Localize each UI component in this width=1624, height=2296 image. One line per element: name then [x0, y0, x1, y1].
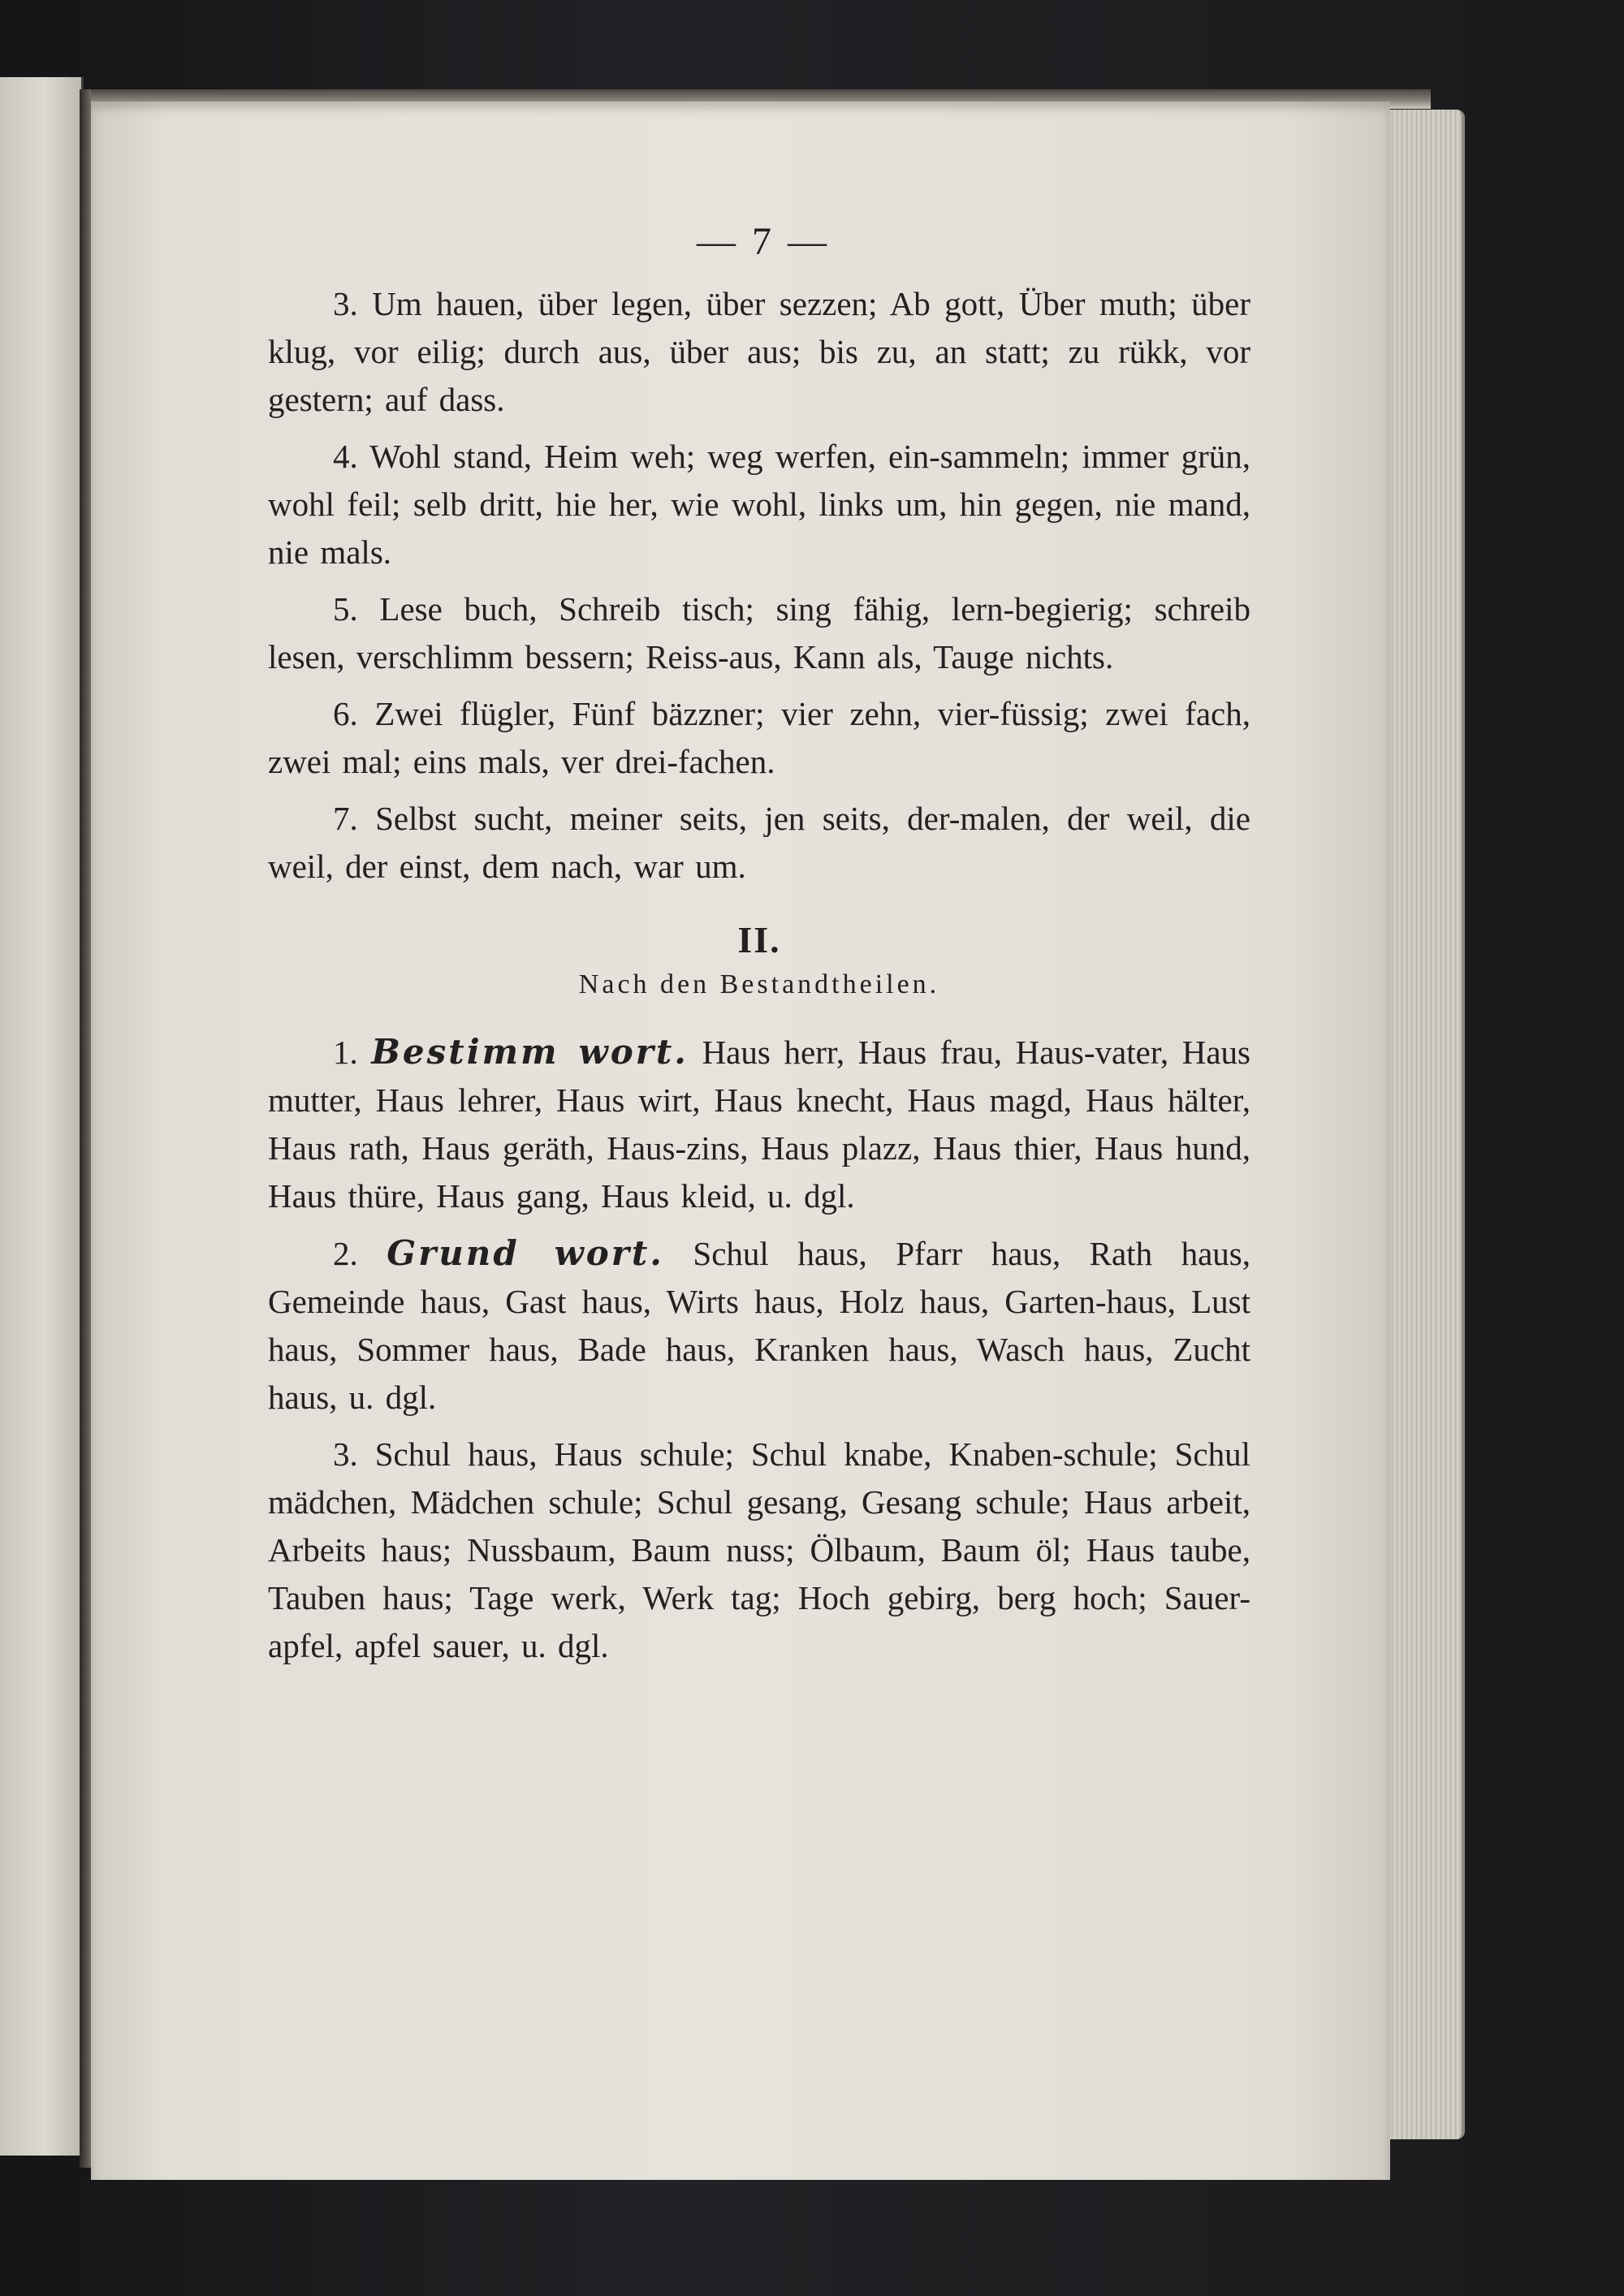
item-number: 1. [333, 1034, 358, 1071]
paragraph-5: 5. Lese buch, Schreib tisch; sing fähig, lern-begierig; schreib lesen, verschlimm bessern; Reiss-aus, Kann als, Tauge nichts. [268, 590, 1250, 675]
item-term: Grund wort. [387, 1233, 664, 1273]
page-number: — 7 — [697, 220, 830, 263]
paragraph-3: 3. Um hauen, über legen, über sezzen; Ab gott, Über muth; über klug, vor eilig; durch aus, über aus; bis zu, an statt; zu rükk, vor gestern; auf dass. [268, 285, 1250, 418]
item-examples [268, 1431, 1250, 1670]
item-text: Schul haus, Pfarr haus, Rath haus, Gemeinde haus, Gast haus, Wirts haus, Holz haus, Garten-haus, Lust haus, Sommer haus, Bade haus, Kranken haus, Wasch haus, Zucht haus, u. dgl. [268, 1235, 1250, 1416]
section-heading: II. [737, 919, 781, 960]
paragraph-4: 4. Wohl stand, Heim weh; weg werfen, ein-sammeln; immer grün, wohl feil; selb dritt, hie her, wie wohl, links um, hin gegen, nie mand, nie mals. [268, 438, 1250, 571]
paragraph-7: 7. Selbst sucht, meiner seits, jen seits, der-malen, der weil, die weil, der einst, dem nach, war um. [268, 800, 1250, 885]
item-term: Bestimm wort. [371, 1032, 689, 1072]
item-text: 3. Schul haus, Haus schule; Schul knabe, Knaben-schule; Schul mädchen, Mädchen schule; Schul gesang, Gesang schule; Haus arbeit, Arbeits haus; Nussbaum, Baum nuss; Ölbaum, Baum öl; Haus taube, Tauben haus; Tage werk, Werk tag; Hoch gebirg, berg hoch; Sauer-apfel, apfel sauer, u. dgl. [268, 1435, 1250, 1664]
item-bestimmwort [268, 1028, 1250, 1220]
section-subtitle: Nach den Bestandtheilen. [578, 969, 940, 999]
item-text: Haus herr, Haus frau, Haus-vater, Haus mutter, Haus lehrer, Haus wirt, Haus knecht, Haus magd, Haus hälter, Haus rath, Haus geräth, Haus-zins, Haus plazz, Haus thier, Haus hund, Haus thüre, Haus gang, Haus kleid, u. dgl. [268, 1034, 1251, 1215]
item-number: 2. [333, 1235, 358, 1272]
page-text [268, 219, 1250, 1679]
item-grundwort [268, 1229, 1250, 1422]
paragraph-6: 6. Zwei flügler, Fünf bäzzner; vier zehn, vier-füssig; zwei fach, zwei mal; eins mals, ver drei-fachen. [268, 695, 1250, 780]
facing-page-edge [0, 77, 84, 2156]
